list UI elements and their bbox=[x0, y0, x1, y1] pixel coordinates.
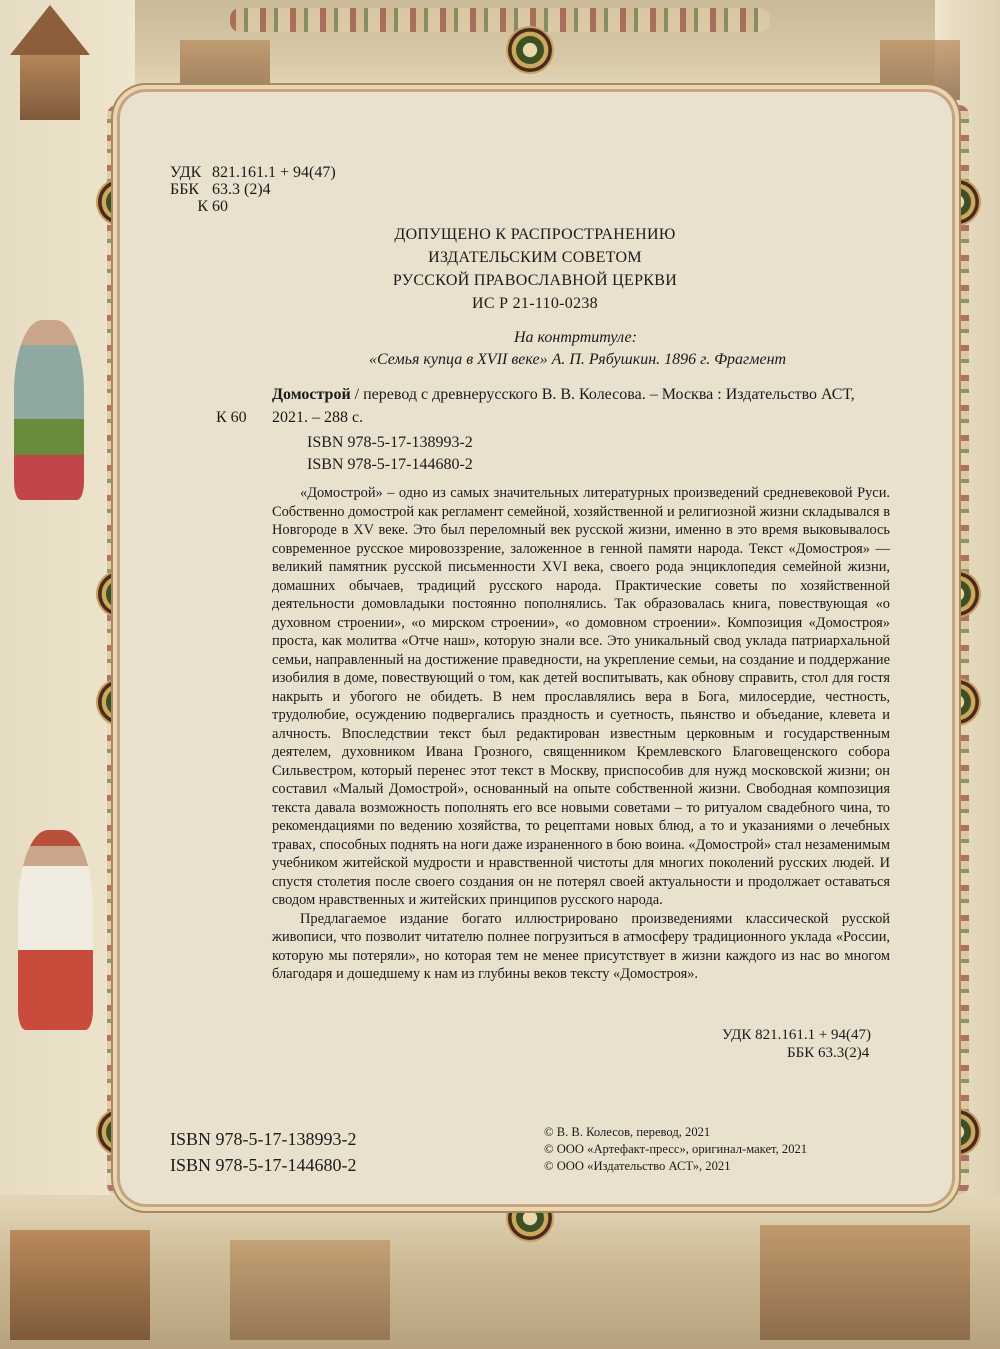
approval-line-1: ДОПУЩЕНО К РАСПРОСТРАНЕНИЮ bbox=[394, 226, 676, 243]
bbk-label: ББК bbox=[170, 181, 200, 198]
tower-roof-illustration bbox=[10, 5, 90, 55]
k-row bbox=[170, 198, 336, 215]
bibliographic-line-1 bbox=[272, 385, 855, 404]
frontispiece-caption: «Семья купца в XVII веке» А. П. Рябушкин. 1896 г. Фрагмент bbox=[369, 351, 787, 368]
merchant-figure-illustration bbox=[14, 320, 84, 500]
copyright-line-1: © В. В. Колесов, перевод, 2021 bbox=[544, 1125, 711, 1139]
annotation-paragraph-1: «Домострой» – одно из самых значительных литературных произведений средневековой Руси. Собственно домострой как регламент семейной, хозяйственной и религиозной жизни складывался в Новгороде в XV веке. Это был переломный век русской жизни, именно в это время выковывалось современное русское мировоззрение, заложенное в генной памяти народа. Текст «Домостроя» — великий памятник русской письменности XVI века, своего рода энциклопедия семейной жизни, домашних обычаев, традиций русского народа. Практические советы по хозяйственной деятельности домовладыки постоянно пополнялись. Так образовалась книга, повествующая «о духовном строении», «о мирском строении», «о домовном строении». Композиция «Домостроя» проста, как молитва «Отче наш», которую знали все. Это уникальный свод уклада патриархальной семьи, направленный на достижение праведности, на укрепление семьи, на создание и поддержание изобилия в доме, повествующий о том, как детей воспитывать, как обнову справить, стол для гостя накрыть и убогого не обидеть. В нем прославлялись вера в Бога, милосердие, честность, трудолюбие, осуждению подвергались праздность и суетность, пьянство и объедание, клевета и алчность. Впоследствии текст был редактирован известным церковным и государственным деятелем, духовником Ивана Грозного, священником Кремлевского Благовещенского собора Сильвестром, который перенес этот текст в Москву, приспособив для нужд московской жизни; он составил «Малый Домострой», основанный на опыте собственной жизни. Свободная композиция текста давала возможность пополнять его все новыми советами – то ритуалом свадебного чина, то рекомендациями по ведению хозяйства, то рецептами новых блюд, а то и указаниями о лечебных травах, способных поднять на ноги даже израненного в бою воина. «Домострой» стал незаменимым учебником житейской мудрости и нравственной чистоты для многих поколений русских людей. И спустя столетия после своего создания он не потерял своей актуальности и продолжает оставаться сводом нравственных и житейских принципов русского народа. bbox=[272, 485, 890, 908]
classification-block bbox=[170, 164, 336, 215]
approval-line-3: РУССКОЙ ПРАВОСЛАВНОЙ ЦЕРКВИ bbox=[392, 272, 678, 289]
isbn-bottom-1: ISBN 978-5-17-138993-2 bbox=[170, 1129, 357, 1149]
church-approval bbox=[380, 223, 690, 315]
wooden-house-illustration-left bbox=[10, 1230, 150, 1340]
pavilion-illustration bbox=[880, 40, 960, 100]
approval-number: ИС Р 21-110-0238 bbox=[472, 295, 598, 312]
approval-line-2: ИЗДАТЕЛЬСКИМ СОВЕТОМ bbox=[428, 249, 642, 266]
wooden-tower-illustration bbox=[20, 50, 80, 120]
wooden-arch-illustration bbox=[230, 1240, 390, 1340]
copyright-line-2: © ООО «Артефакт-пресс», оригинал-макет, 2021 bbox=[544, 1142, 808, 1156]
udk-label: УДК bbox=[170, 164, 202, 181]
ornament-medallion-icon bbox=[508, 28, 552, 72]
frontispiece-label: На контртитуле: bbox=[514, 329, 637, 346]
annotation-paragraph-2: Предлагаемое издание богато иллюстрировано произведениями классической русской живописи, что позволит читателю полнее погрузиться в атмосферу традиционного уклада «России, которую мы потеряли», но которая тем не менее присутствует в жизни каждого из нас во многом благодаря и дошедшему к нам из глубины веков тексту «Домостроя». bbox=[272, 910, 890, 982]
wooden-gate-illustration bbox=[180, 40, 270, 95]
k-value: 60 bbox=[212, 198, 228, 215]
udk-value: 821.161.1 + 94(47) bbox=[212, 164, 336, 181]
k-label: К bbox=[197, 198, 208, 215]
wooden-house-illustration-right bbox=[760, 1225, 970, 1340]
isbn-record-2: ISBN 978-5-17-144680-2 bbox=[307, 456, 473, 473]
copyright-line-3: © ООО «Издательство АСТ», 2021 bbox=[544, 1159, 731, 1173]
bbk-value: 63.3 (2)4 bbox=[212, 181, 271, 198]
book-title: Домострой bbox=[272, 386, 351, 403]
isbn-bottom-2: ISBN 978-5-17-144680-2 bbox=[170, 1155, 357, 1175]
bbk-right: ББК 63.3(2)4 bbox=[787, 1045, 870, 1061]
bbk-row bbox=[170, 181, 336, 198]
peasant-woman-illustration bbox=[18, 830, 93, 1030]
udk-right: УДК 821.161.1 + 94(47) bbox=[722, 1027, 872, 1043]
bibliographic-line-2: 2021. – 288 с. bbox=[272, 409, 364, 426]
author-code: К 60 bbox=[216, 409, 247, 426]
isbn-record-1: ISBN 978-5-17-138993-2 bbox=[307, 434, 473, 451]
book-description: / перевод с древнерусского В. В. Колесова. – Москва : Издательство АСТ, bbox=[350, 386, 855, 403]
annotation bbox=[272, 484, 890, 984]
ornament-strip-top bbox=[230, 8, 770, 32]
udk-row bbox=[170, 164, 336, 181]
